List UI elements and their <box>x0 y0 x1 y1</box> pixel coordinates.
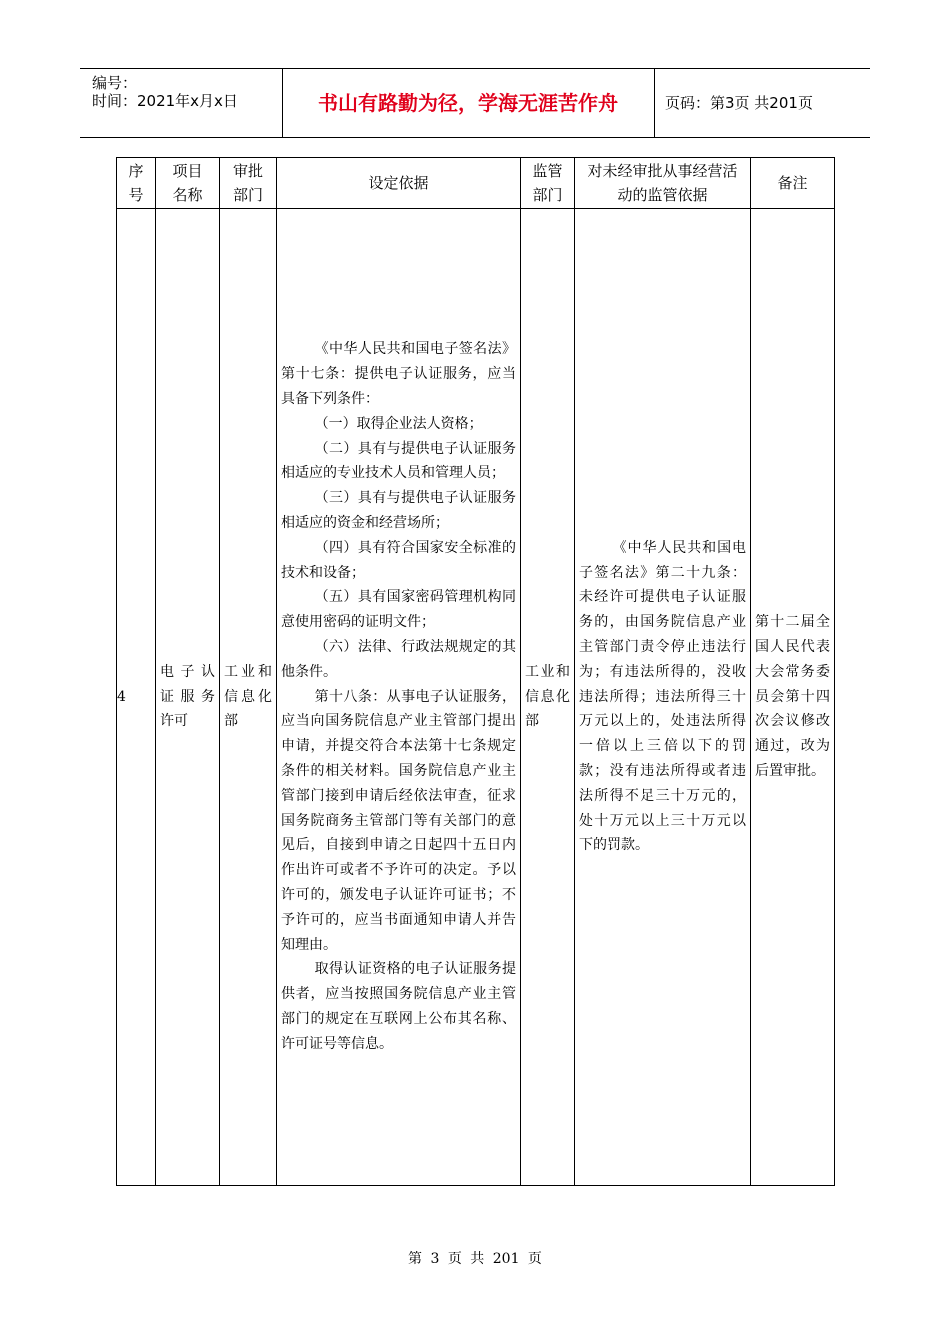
basis-paragraph: （五）具有国家密码管理机构同意使用密码的证明文件； <box>281 589 516 631</box>
basis-paragraph: （三）具有与提供电子认证服务相适应的资金和经营场所； <box>281 490 516 532</box>
document-number-label: 编号： <box>92 74 138 92</box>
header-motto: 书山有路勤为径，学海无涯苦作舟 <box>282 69 655 137</box>
header-supervise-dept: 监管部门 <box>521 158 575 209</box>
basis-paragraph: （二）具有与提供电子认证服务相适应的专业技术人员和管理人员； <box>281 440 516 482</box>
header-item-name: 项目名称 <box>156 158 220 209</box>
header-page-number: 页码：第3页 共201页 <box>665 94 813 112</box>
page-header <box>80 68 870 138</box>
table-row <box>117 209 835 1186</box>
row-remarks: 第十二届全国人民代表大会常务委员会第十四次会议修改通过，改为后置审批。 <box>751 209 835 1186</box>
header-remarks: 备注 <box>751 158 835 209</box>
basis-paragraph: 第十八条：从事电子认证服务，应当向国务院信息产业主管部门提出申请，并提交符合本法第十七条规定条件的相关材料。国务院信息产业主管部门接到申请后经依法审查，征求国务院商务主管部门等有关部门的意见后，自接到申请之日起四十五日内作出许可或者不予许可的决定。予以许可的，颁发电子认证许可证书；不予许可的，应当书面通知申请人并告知理由。 <box>281 688 516 953</box>
table-header-row <box>117 158 835 209</box>
document-time-label: 时间：2021年x月x日 <box>92 92 238 110</box>
header-basis: 设定依据 <box>277 158 521 209</box>
header-seq: 序号 <box>117 158 156 209</box>
header-unapproved-basis: 对未经审批从事经营活动的监管依据 <box>575 158 751 209</box>
row-unapproved-basis: 《中华人民共和国电子签名法》第二十九条：未经许可提供电子认证服务的，由国务院信息产业主管部门责令停止违法行为；有违法所得的，没收违法所得；违法所得三十万元以上的，处违法所得一倍以上三倍以下的罚款；没有违法所得或者违法所得不足三十万元的，处十万元以上三十万元以下的罚款。 <box>575 209 751 1186</box>
basis-paragraph: 《中华人民共和国电子签名法》第十七条：提供电子认证服务，应当具备下列条件： <box>281 341 516 408</box>
row-supervise-dept: 工业和信息化部 <box>521 209 575 1186</box>
row-seq: 4 <box>117 209 156 1186</box>
page-footer: 第 3 页 共 201 页 <box>408 1251 542 1267</box>
basis-paragraph: （一）取得企业法人资格； <box>314 415 483 432</box>
basis-paragraph: （四）具有符合国家安全标准的技术和设备； <box>281 539 516 581</box>
license-table <box>116 157 835 1186</box>
row-approval-dept: 工业和信息化部 <box>220 209 277 1186</box>
row-basis <box>277 209 521 1186</box>
row-item-name: 电子认证服务许可 <box>156 209 220 1186</box>
header-approval-dept: 审批部门 <box>220 158 277 209</box>
header-meta <box>80 69 283 137</box>
basis-paragraph: 取得认证资格的电子认证服务提供者，应当按照国务院信息产业主管部门的规定在互联网上公布其名称、许可证号等信息。 <box>281 961 516 1052</box>
basis-paragraph: （六）法律、行政法规规定的其他条件。 <box>281 639 516 680</box>
